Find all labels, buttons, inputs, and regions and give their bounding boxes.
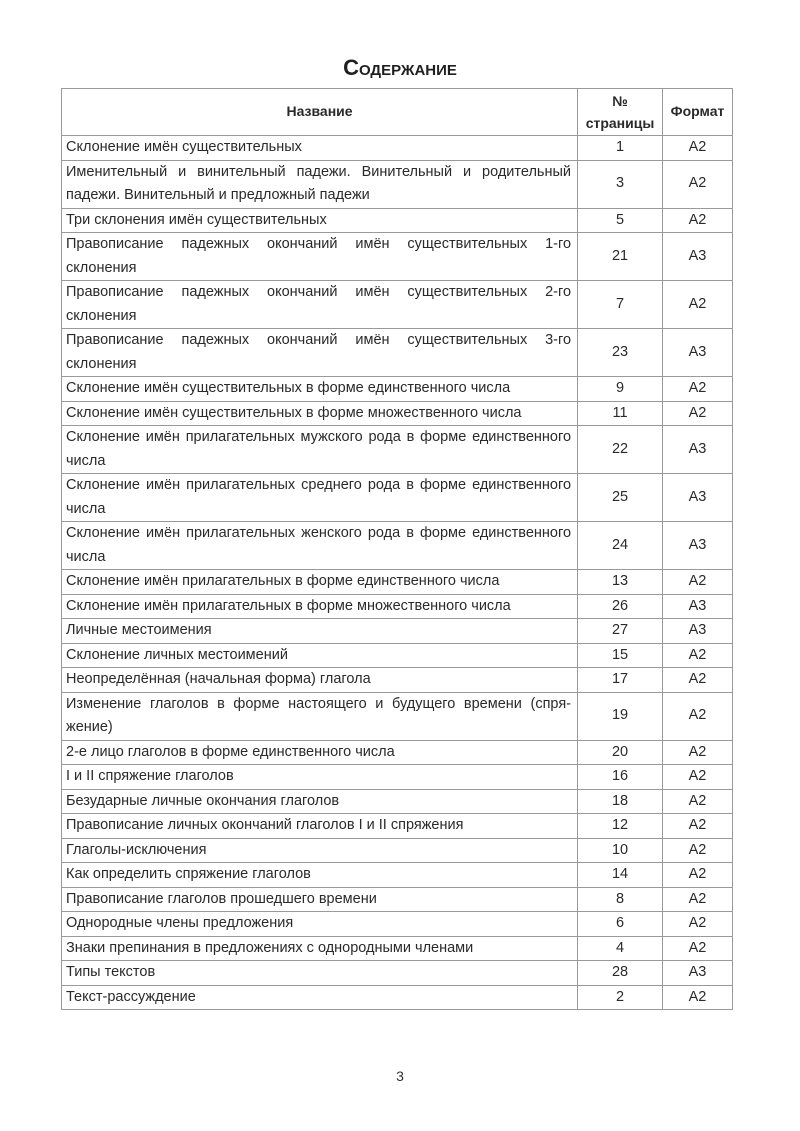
- row-name: Склонение имён существительных в форме единственного числа: [62, 377, 578, 402]
- row-name: Изменение глаголов в форме настоящего и будущего времени (спряжение): [62, 692, 578, 740]
- table-row: [62, 668, 733, 693]
- row-page-number: 19: [578, 692, 663, 740]
- table-row: [62, 474, 733, 522]
- table-row: [62, 160, 733, 208]
- row-page-number: 10: [578, 838, 663, 863]
- row-format: А2: [663, 863, 733, 888]
- row-format: А2: [663, 912, 733, 937]
- row-name: Правописание падежных окончаний имён существительных 2-го склонения: [62, 281, 578, 329]
- row-name: Склонение имён прилагательных среднего рода в форме единственного числа: [62, 474, 578, 522]
- table-row: [62, 740, 733, 765]
- row-name: Однородные члены предложения: [62, 912, 578, 937]
- row-name: Правописание падежных окончаний имён существительных 3-го склонения: [62, 329, 578, 377]
- row-page-number: 6: [578, 912, 663, 937]
- row-name: Правописание личных окончаний глаголов I и II спряжения: [62, 814, 578, 839]
- row-page-number: 12: [578, 814, 663, 839]
- table-row: [62, 643, 733, 668]
- table-row: [62, 426, 733, 474]
- row-format: А2: [663, 765, 733, 790]
- page-number: 3: [396, 1068, 404, 1084]
- row-page-number: 11: [578, 401, 663, 426]
- row-name: Именительный и винительный падежи. Винительный и родительный падежи. Винительный и предложный падежи: [62, 160, 578, 208]
- table-row: [62, 692, 733, 740]
- table-row: [62, 401, 733, 426]
- header-page-number: [578, 89, 663, 136]
- table-row: [62, 936, 733, 961]
- row-name: Склонение имён существительных в форме множественного числа: [62, 401, 578, 426]
- row-format: А3: [663, 961, 733, 986]
- row-name: Склонение имён существительных: [62, 136, 578, 161]
- row-name: Правописание падежных окончаний имён существительных 1-го склонения: [62, 233, 578, 281]
- row-name: I и II спряжение глаголов: [62, 765, 578, 790]
- row-format: А2: [663, 887, 733, 912]
- table-row: [62, 570, 733, 595]
- row-name: Неопределённая (начальная форма) глагола: [62, 668, 578, 693]
- row-name: Склонение имён прилагательных в форме множественного числа: [62, 594, 578, 619]
- row-name: Склонение личных местоимений: [62, 643, 578, 668]
- row-page-number: 17: [578, 668, 663, 693]
- table-row: [62, 887, 733, 912]
- row-page-number: 16: [578, 765, 663, 790]
- table-row: [62, 136, 733, 161]
- table-header-row: [62, 89, 733, 136]
- row-format: А3: [663, 619, 733, 644]
- row-format: А2: [663, 692, 733, 740]
- table-row: [62, 594, 733, 619]
- page-title: Содержание: [343, 55, 457, 80]
- row-name: Типы текстов: [62, 961, 578, 986]
- row-format: А2: [663, 789, 733, 814]
- row-name: Текст-рассуждение: [62, 985, 578, 1010]
- row-format: А2: [663, 643, 733, 668]
- row-format: А3: [663, 474, 733, 522]
- table-row: [62, 281, 733, 329]
- row-page-number: 14: [578, 863, 663, 888]
- row-format: А3: [663, 522, 733, 570]
- row-page-number: 22: [578, 426, 663, 474]
- table-row: [62, 789, 733, 814]
- row-format: А2: [663, 281, 733, 329]
- row-page-number: 28: [578, 961, 663, 986]
- header-name: Название: [62, 89, 578, 136]
- row-format: А3: [663, 426, 733, 474]
- contents-table: [61, 88, 733, 1010]
- table-body: [62, 136, 733, 1010]
- row-page-number: 20: [578, 740, 663, 765]
- row-page-number: 21: [578, 233, 663, 281]
- row-format: А3: [663, 329, 733, 377]
- table-row: [62, 522, 733, 570]
- row-page-number: 3: [578, 160, 663, 208]
- row-name: Склонение имён прилагательных в форме единственного числа: [62, 570, 578, 595]
- row-page-number: 7: [578, 281, 663, 329]
- row-name: Три склонения имён существительных: [62, 208, 578, 233]
- table-row: [62, 912, 733, 937]
- table-row: [62, 985, 733, 1010]
- row-format: А2: [663, 401, 733, 426]
- row-page-number: 26: [578, 594, 663, 619]
- header-page-number-word: страницы: [585, 115, 655, 131]
- table-row: [62, 329, 733, 377]
- header-format: Формат: [663, 89, 733, 136]
- row-name: Знаки препинания в предложениях с однородными членами: [62, 936, 578, 961]
- row-format: А3: [663, 594, 733, 619]
- row-format: А2: [663, 570, 733, 595]
- row-format: А2: [663, 985, 733, 1010]
- table-row: [62, 208, 733, 233]
- row-page-number: 25: [578, 474, 663, 522]
- row-name: Как определить спряжение глаголов: [62, 863, 578, 888]
- row-format: А2: [663, 136, 733, 161]
- header-page-number-sign: №: [612, 93, 628, 109]
- table-row: [62, 377, 733, 402]
- row-format: А2: [663, 160, 733, 208]
- table-row: [62, 961, 733, 986]
- row-name: Склонение имён прилагательных женского рода в форме единственного числа: [62, 522, 578, 570]
- row-page-number: 13: [578, 570, 663, 595]
- row-name: Правописание глаголов прошедшего времени: [62, 887, 578, 912]
- row-name: Личные местоимения: [62, 619, 578, 644]
- row-format: А2: [663, 740, 733, 765]
- row-page-number: 24: [578, 522, 663, 570]
- row-page-number: 8: [578, 887, 663, 912]
- row-name: Глаголы-исключения: [62, 838, 578, 863]
- row-name: 2-е лицо глаголов в форме единственного числа: [62, 740, 578, 765]
- table-row: [62, 863, 733, 888]
- row-format: А2: [663, 377, 733, 402]
- table-row: [62, 765, 733, 790]
- row-format: А2: [663, 936, 733, 961]
- row-name: Склонение имён прилагательных мужского рода в форме единственного числа: [62, 426, 578, 474]
- table-row: [62, 814, 733, 839]
- row-page-number: 15: [578, 643, 663, 668]
- row-page-number: 2: [578, 985, 663, 1010]
- row-format: А2: [663, 208, 733, 233]
- row-format: А3: [663, 233, 733, 281]
- row-name: Безударные личные окончания глаголов: [62, 789, 578, 814]
- row-page-number: 4: [578, 936, 663, 961]
- row-page-number: 1: [578, 136, 663, 161]
- row-page-number: 18: [578, 789, 663, 814]
- table-row: [62, 619, 733, 644]
- row-page-number: 5: [578, 208, 663, 233]
- table-row: [62, 233, 733, 281]
- row-format: А2: [663, 814, 733, 839]
- row-page-number: 27: [578, 619, 663, 644]
- table-row: [62, 838, 733, 863]
- row-format: А2: [663, 838, 733, 863]
- row-page-number: 9: [578, 377, 663, 402]
- row-format: А2: [663, 668, 733, 693]
- row-page-number: 23: [578, 329, 663, 377]
